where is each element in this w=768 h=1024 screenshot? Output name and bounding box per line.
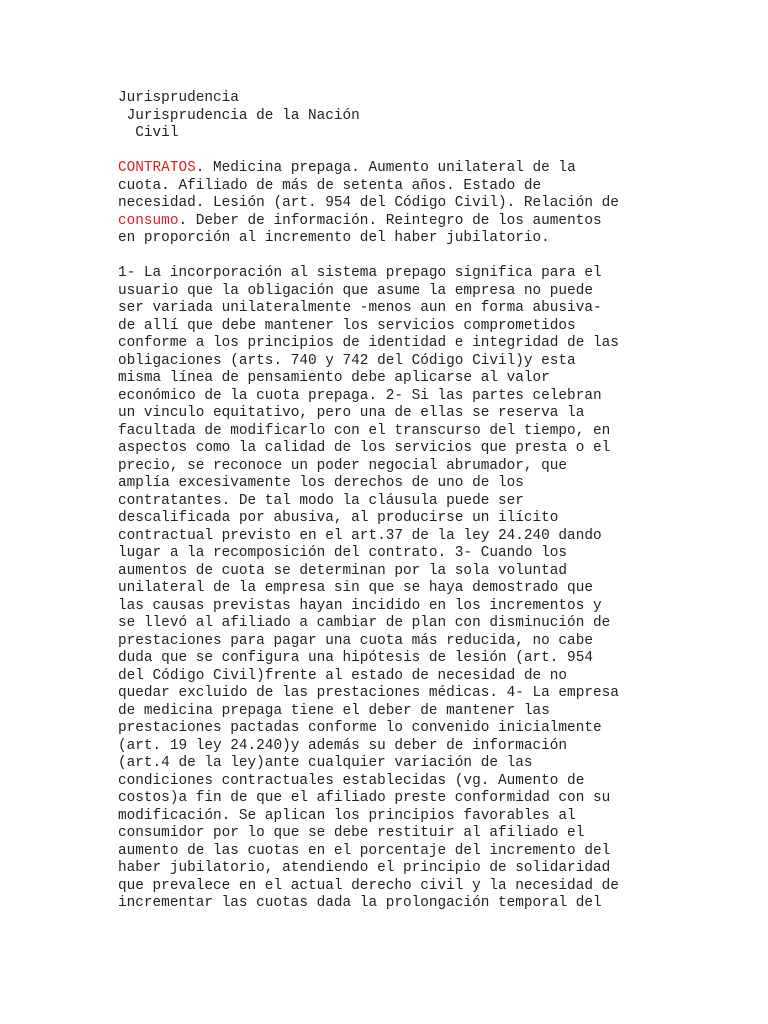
- header-line-3: Civil: [118, 125, 179, 141]
- body-line: duda que se configura una hipótesis de lesión (art. 954: [118, 650, 593, 666]
- summary-line-3: necesidad. Lesión (art. 954 del Código Civil). Relación de: [118, 195, 619, 211]
- keyword-consumo: consumo: [118, 212, 179, 229]
- body-line: contractual previsto en el art.37 de la ley 24.240 dando: [118, 527, 602, 544]
- document-page: [118, 90, 718, 913]
- body-line: conforme a los principios de identidad e integridad de las: [118, 335, 619, 351]
- body-line: usuario que la obligación que asume la empresa no puede: [118, 282, 593, 299]
- body-line: quedar excluido de las prestaciones médicas. 4- La empresa: [118, 685, 619, 701]
- body-line: lugar a la recomposición del contrato. 3- Cuando los: [118, 545, 568, 561]
- body-line: condiciones contractuales establecidas (vg. Aumento de: [118, 772, 585, 789]
- body-line: (art.4 de la ley)ante cualquier variación de las: [118, 755, 533, 771]
- body-line: se llevó al afiliado a cambiar de plan con disminución de: [118, 615, 611, 631]
- summary-line-1-text: . Medicina prepaga. Aumento unilateral de la: [195, 160, 576, 176]
- body-line: precio, se reconoce un poder negocial abrumador, que: [118, 457, 568, 474]
- summary-line-4-text: . Deber de información. Reintegro de los aumentos: [178, 212, 602, 229]
- body-line: un vinculo equitativo, pero una de ellas se reserva la: [118, 405, 585, 421]
- body-line: incrementar las cuotas dada la prolongación temporal del: [118, 895, 602, 911]
- body-line: modificación. Se aplican los principios favorables al: [118, 807, 576, 824]
- body-line: facultada de modificarlo con el transcurso del tiempo, en: [118, 422, 611, 439]
- body-line: 1- La incorporación al sistema prepago significa para el: [118, 265, 602, 281]
- body-line: descalificada por abusiva, al producirse un ilícito: [118, 510, 559, 526]
- spacer: [118, 143, 718, 161]
- header-line-2: Jurisprudencia de la Nación: [118, 107, 360, 124]
- body-line: (art. 19 ley 24.240)y además su deber de información: [118, 737, 568, 754]
- spacer: [118, 248, 718, 266]
- body-line: aspectos como la calidad de los servicios que presta o el: [118, 440, 611, 456]
- body-line: prestaciones para pagar una cuota más reducida, no cabe: [118, 632, 593, 649]
- body-line: consumidor por lo que se debe restituir al afiliado el: [118, 825, 585, 841]
- body-line: de allí que debe mantener los servicios comprometidos: [118, 317, 576, 334]
- body-line: prestaciones pactadas conforme lo convenido inicialmente: [118, 720, 602, 736]
- body-line: aumentos de cuota se determinan por la sola voluntad: [118, 562, 568, 579]
- body-line: contratantes. De tal modo la cláusula puede ser: [118, 492, 524, 509]
- body-line: misma línea de pensamiento debe aplicarse al valor: [118, 370, 550, 386]
- body-line: costos)a fin de que el afiliado preste conformidad con su: [118, 790, 611, 806]
- header-line-1: Jurisprudencia: [118, 90, 239, 106]
- body-text: [118, 265, 718, 913]
- body-line: aumento de las cuotas en el porcentaje del incremento del: [118, 842, 611, 859]
- body-line: de medicina prepaga tiene el deber de mantener las: [118, 702, 550, 719]
- body-line: obligaciones (arts. 740 y 742 del Código Civil)y esta: [118, 352, 576, 369]
- summary-line-4: [118, 213, 718, 231]
- body-line: que prevalece en el actual derecho civil y la necesidad de: [118, 877, 619, 894]
- summary-line-5: en proporción al incremento del haber jubilatorio.: [118, 230, 550, 246]
- body-line: ser variada unilateralmente -menos aun en forma abusiva-: [118, 300, 602, 316]
- body-line: económico de la cuota prepaga. 2- Si las partes celebran: [118, 387, 602, 404]
- keyword-contratos: CONTRATOS: [118, 160, 196, 176]
- body-line: unilateral de la empresa sin que se haya demostrado que: [118, 580, 593, 596]
- summary-line-1: [118, 160, 718, 178]
- body-line: amplía excesivamente los derechos de uno de los: [118, 475, 524, 491]
- body-line: las causas previstas hayan incidido en los incrementos y: [118, 597, 602, 614]
- body-line: haber jubilatorio, atendiendo el principio de solidaridad: [118, 860, 611, 876]
- summary-line-2: cuota. Afiliado de más de setenta años. Estado de: [118, 177, 542, 194]
- body-line: del Código Civil)frente al estado de necesidad de no: [118, 667, 568, 684]
